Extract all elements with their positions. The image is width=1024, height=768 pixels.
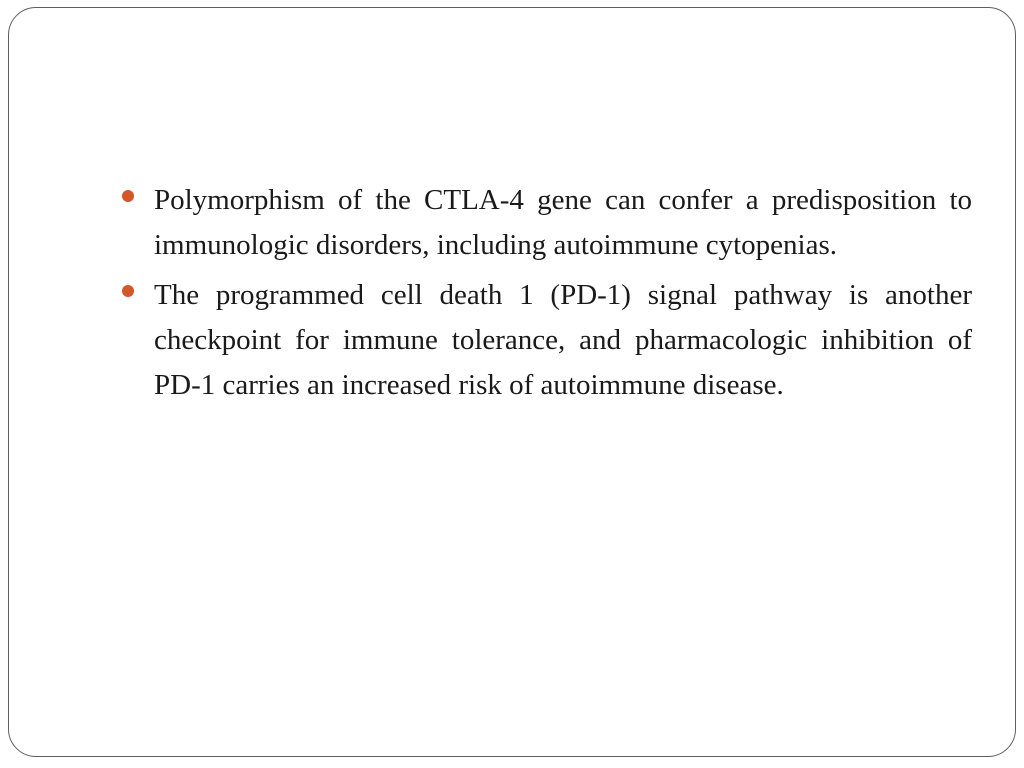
bullet-text: Polymorphism of the CTLA-4 gene can confer a predisposition to immunologic disorders, including autoimmune cytopenias. xyxy=(154,184,972,261)
slide-frame xyxy=(8,7,1016,757)
bullet-text: The programmed cell death 1 (PD-1) signal pathway is another checkpoint for immune tolerance, and pharmacologic inhibition of PD-1 carries an increased risk of autoimmune disease. xyxy=(154,279,972,401)
bullet-dot-icon xyxy=(122,190,134,202)
bullet-item xyxy=(122,178,972,268)
bullet-item xyxy=(122,273,972,408)
bullet-dot-icon xyxy=(122,285,134,297)
bullet-list xyxy=(122,178,972,413)
